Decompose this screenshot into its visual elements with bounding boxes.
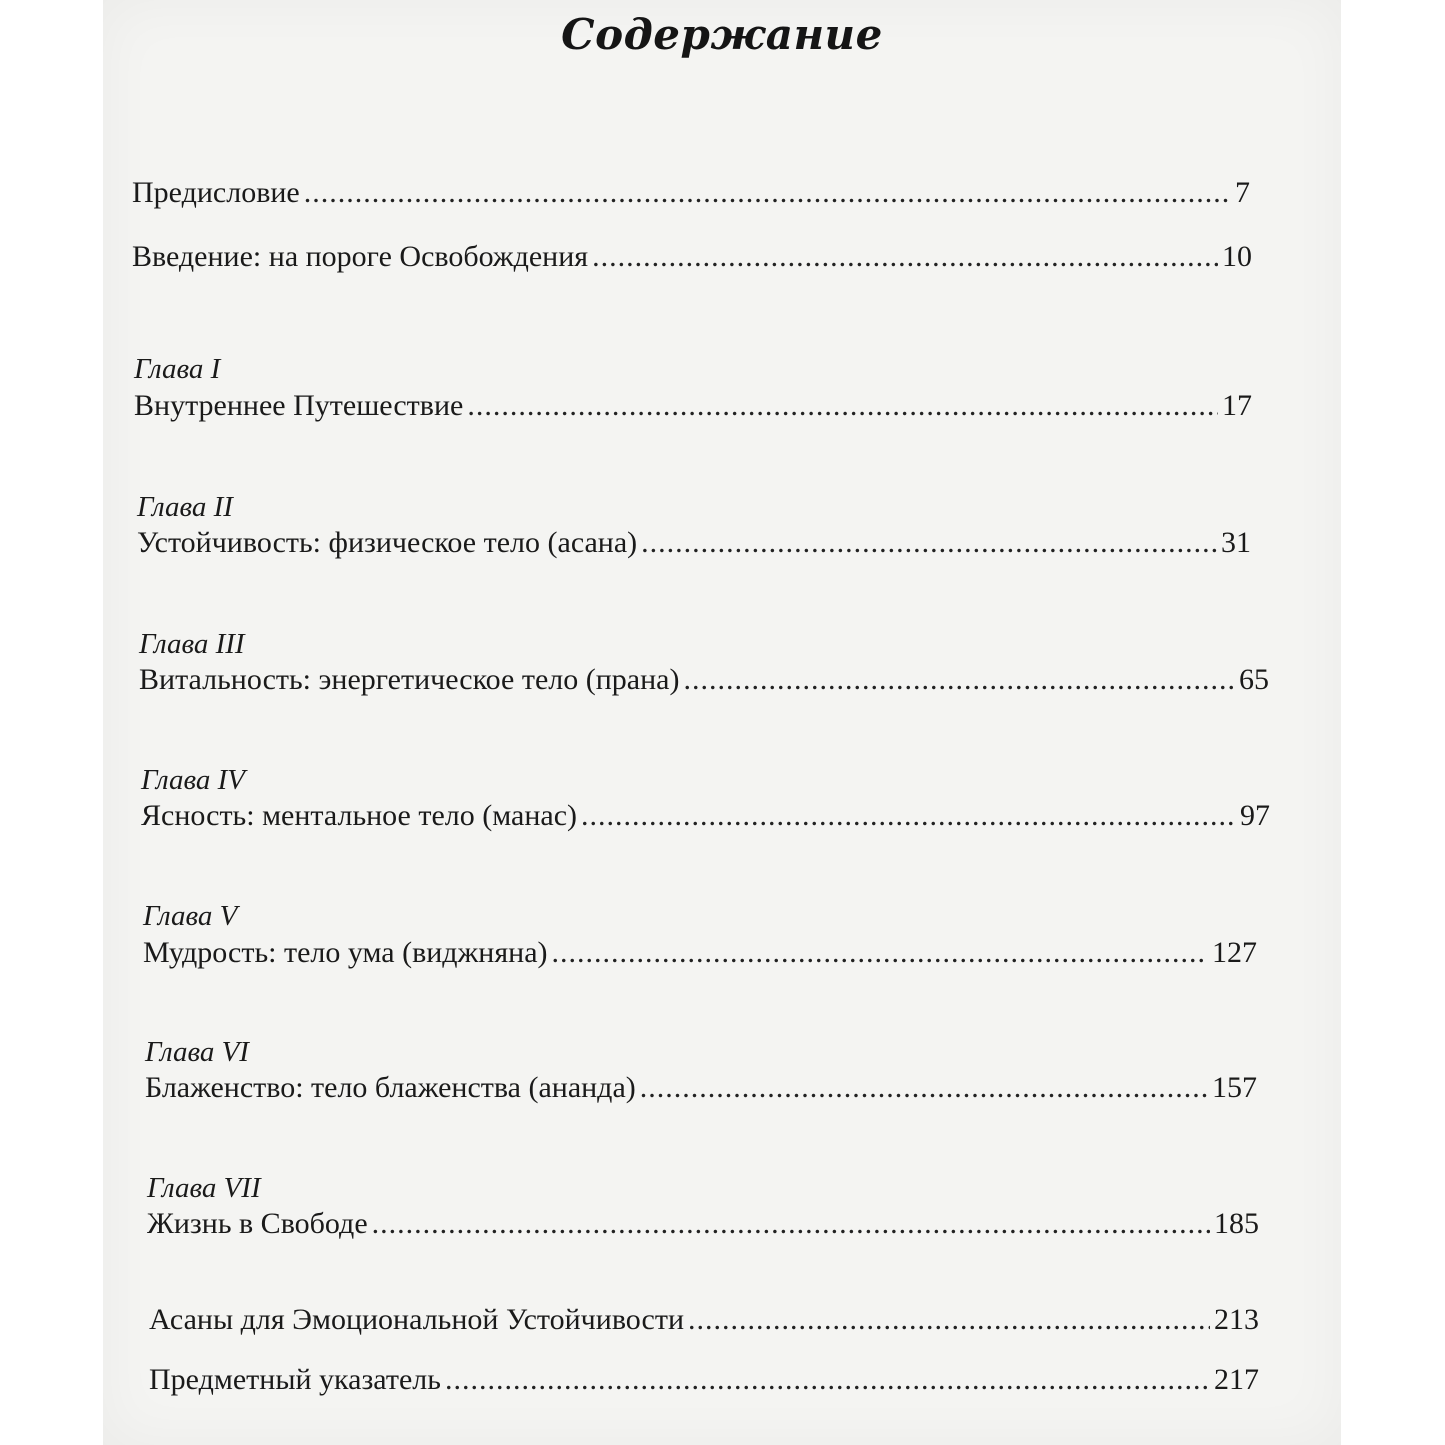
dot-leader [592, 240, 1218, 274]
toc-entry-page: 10 [1222, 240, 1252, 273]
toc-entry-page: 185 [1214, 1207, 1259, 1240]
dot-leader [688, 1303, 1210, 1337]
toc-entry-title: Витальность: энергетическое тело (прана) [139, 663, 680, 696]
dot-leader [445, 1363, 1210, 1397]
toc-entry-title: Предметный указатель [149, 1363, 441, 1396]
toc-entry-chapter-7[interactable] [147, 1207, 1259, 1241]
toc-entry-title: Внутреннее Путешествие [134, 389, 464, 422]
toc-entry-page: 7 [1235, 176, 1250, 209]
chapter-label: Глава I [134, 353, 221, 385]
toc-entry-title: Асаны для Эмоциональной Устойчивости [149, 1303, 685, 1336]
dot-leader [640, 1071, 1208, 1105]
toc-entry-asanas[interactable] [149, 1303, 1259, 1337]
chapter-label: Глава III [139, 628, 245, 660]
toc-entry-title: Устойчивость: физическое тело (асана) [137, 526, 638, 559]
toc-entry-page: 213 [1214, 1303, 1259, 1336]
toc-entry-title: Ясность: ментальное тело (манас) [141, 799, 578, 832]
toc-entry-title: Блаженство: тело блаженства (ананда) [145, 1071, 636, 1104]
page-title: Содержание [561, 10, 883, 59]
dot-leader [581, 799, 1236, 833]
book-page [103, 0, 1341, 1445]
dot-leader [683, 663, 1235, 697]
toc-entry-chapter-1[interactable] [134, 389, 1252, 423]
toc-entry-page: 157 [1212, 1071, 1257, 1104]
chapter-label: Глава IV [141, 764, 245, 796]
toc-entry-page: 217 [1214, 1363, 1259, 1396]
chapter-label: Глава VII [147, 1172, 261, 1204]
toc-entry-title: Жизнь в Свободе [147, 1207, 368, 1240]
toc-entry-preface[interactable] [132, 176, 1250, 210]
chapter-label: Глава V [143, 900, 238, 932]
toc-entry-chapter-3[interactable] [139, 663, 1269, 697]
dot-leader [552, 936, 1208, 970]
toc-entry-chapter-4[interactable] [141, 799, 1270, 833]
toc-entry-chapter-6[interactable] [145, 1071, 1257, 1105]
chapter-label: Глава VI [145, 1036, 249, 1068]
toc-entry-title: Предисловие [132, 176, 300, 209]
toc-entry-title: Введение: на пороге Освобождения [132, 240, 589, 273]
toc-entry-index[interactable] [149, 1363, 1259, 1397]
toc-entry-page: 31 [1221, 526, 1251, 559]
toc-entry-title: Мудрость: тело ума (виджняна) [143, 936, 548, 969]
dot-leader [304, 176, 1231, 210]
toc-entry-page: 65 [1239, 663, 1269, 696]
toc-entry-introduction[interactable] [132, 240, 1252, 274]
dot-leader [372, 1207, 1210, 1241]
toc-entry-page: 127 [1212, 936, 1257, 969]
toc-entry-chapter-5[interactable] [143, 936, 1257, 970]
toc-entry-chapter-2[interactable] [137, 526, 1251, 560]
dot-leader [467, 389, 1218, 423]
chapter-label: Глава II [137, 491, 233, 523]
dot-leader [641, 526, 1217, 560]
toc-entry-page: 17 [1222, 389, 1252, 422]
toc-entry-page: 97 [1240, 799, 1270, 832]
